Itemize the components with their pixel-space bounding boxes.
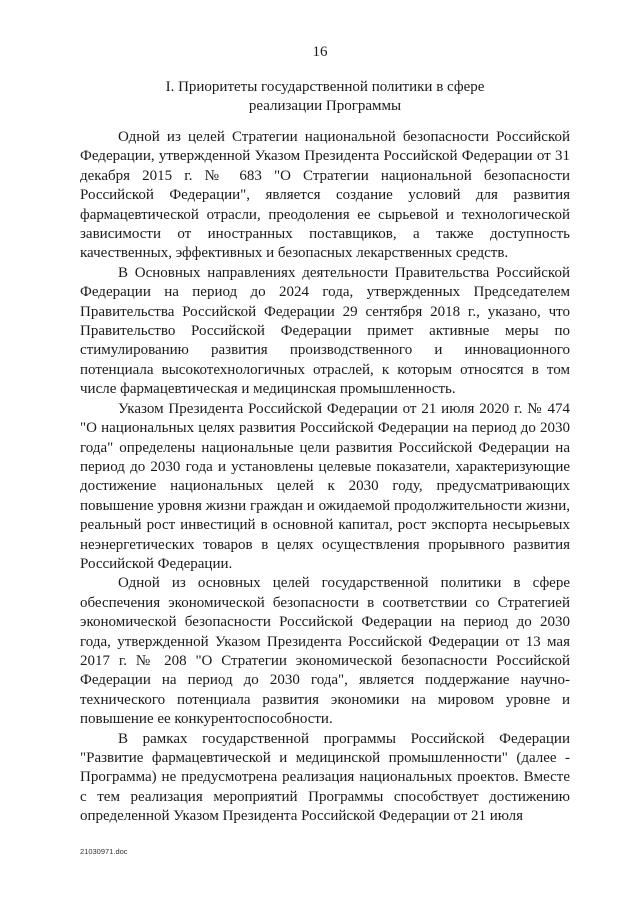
- document-file-code: 21030971.doc: [80, 847, 128, 856]
- section-heading: [80, 78, 570, 116]
- paragraph-national-goals-decree: Указом Президента Российской Федерации от 21 июля 2020 г. № 474 "О национальных целях развития Российской Федерации на период до 2030 года" определены национальные цели развития Российской Федерации на период до 2030 года и установлены целевые показатели, характеризующие достижение национальных целей к 2030 году, предусматривающих повышение уровня жизни граждан и ожидаемой продолжительности жизни, реальный рост инвестиций в основной капитал, рост экспорта несырьевых неэнергетических товаров в целях осуществления прорывного развития Российской Федерации.: [80, 400, 570, 572]
- section-heading-line-1: I. Приоритеты государственной политики в сфере: [165, 79, 485, 95]
- page-number: 16: [312, 44, 328, 60]
- paragraph-program-scope: В рамках государственной программы Российской Федерации "Развитие фармацевтической и медицинской промышленности" (далее - Программа) не предусмотрена реализация национальных проектов. Вместе с тем реализация мероприятий Программы способствует достижению определенной Указом Президента Российской Федерации от 21 июля: [80, 730, 570, 825]
- section-heading-line-2: реализации Программы: [248, 98, 402, 114]
- body-text: [80, 128, 570, 827]
- paragraph-government-directions: В Основных направлениях деятельности Правительства Российской Федерации на период до 2024 года, утвержденных Председателем Правительства Российской Федерации 29 сентября 2018 г., указано, что Правительство Российской Федерации примет активные меры по стимулированию развития производственного и инновационного потенциала высокотехнологичных отраслей, к которым относятся в том числе фармацевтическая и медицинская промышленность.: [80, 264, 570, 398]
- paragraph-economic-security-strategy: Одной из основных целей государственной политики в сфере обеспечения экономической безопасности в соответствии со Стратегией экономической безопасности Российской Федерации на период до 2030 года, утвержденной Указом Президента Российской Федерации от 13 мая 2017 г. № 208 "О Стратегии экономической безопасности Российской Федерации на период до 2030 года", является поддержание научно-технического потенциала развития экономики на мировом уровне и повышение ее конкурентоспособности.: [80, 575, 570, 728]
- paragraph-national-security-strategy: Одной из целей Стратегии национальной безопасности Российской Федерации, утвержденной Указом Президента Российской Федерации от 31 декабря 2015 г. № 683 "О Стратегии национальной безопасности Российской Федерации", является создание условий для развития фармацевтической отрасли, преодоления ее сырьевой и технологической зависимости от иностранных поставщиков, а также доступность качественных, эффективных и безопасных лекарственных средств.: [80, 129, 570, 262]
